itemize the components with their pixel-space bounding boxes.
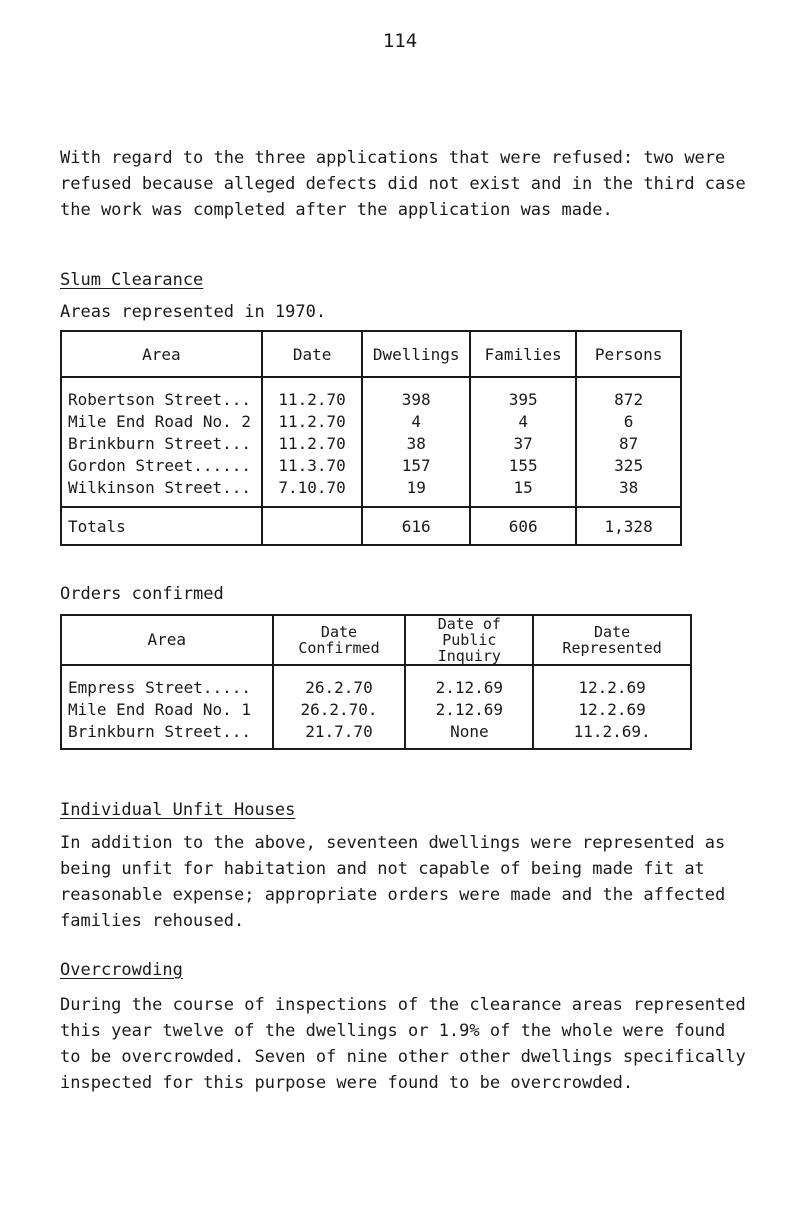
persons-cell: 6: [576, 410, 681, 432]
date-cell: 11.2.70: [262, 377, 362, 410]
col-persons: Persons: [576, 331, 681, 377]
table-row: [61, 665, 691, 698]
persons-cell: 325: [576, 454, 681, 476]
dwellings-cell: 38: [362, 432, 470, 454]
totals-date-cell: [262, 507, 362, 545]
col-date-inquiry: Date of Public Inquiry: [405, 615, 533, 665]
dwellings-cell: 398: [362, 377, 470, 410]
area-cell: Robertson Street...: [61, 377, 262, 410]
unfit-houses-paragraph: In addition to the above, seventeen dwellings were represented as being unfit for habitation and not capable of being made fit at reasonable expense; appropriate orders were made and the affected families rehoused.: [60, 833, 726, 931]
area-cell: Brinkburn Street...: [61, 432, 262, 454]
table-row: [61, 410, 681, 432]
represented-cell: 12.2.69: [533, 665, 691, 698]
area-cell: Empress Street.....: [61, 665, 273, 698]
families-cell: 155: [470, 454, 576, 476]
table-row: [61, 432, 681, 454]
inquiry-cell: 2.12.69: [405, 698, 533, 720]
confirmed-cell: 21.7.70: [273, 720, 406, 749]
intro-paragraph: With regard to the three applications that were refused: two were refused because alleged defects did not exist and in the third case the work was completed after the application was made.: [60, 148, 746, 220]
represented-cell: 11.2.69.: [533, 720, 691, 749]
inquiry-cell: 2.12.69: [405, 665, 533, 698]
confirmed-cell: 26.2.70.: [273, 698, 406, 720]
area-cell: Gordon Street......: [61, 454, 262, 476]
date-cell: 11.2.70: [262, 432, 362, 454]
col-date: Date: [262, 331, 362, 377]
page-number: 114: [382, 30, 418, 52]
date-cell: 7.10.70: [262, 476, 362, 507]
totals-dwellings: 616: [362, 507, 470, 545]
date-cell: 11.2.70: [262, 410, 362, 432]
table-row: [61, 476, 681, 507]
table-row: [61, 377, 681, 410]
table-row: [61, 454, 681, 476]
area-cell: Mile End Road No. 2: [61, 410, 262, 432]
area-cell: Mile End Road No. 1: [61, 698, 273, 720]
totals-families: 606: [470, 507, 576, 545]
area-cell: Brinkburn Street...: [61, 720, 273, 749]
represented-cell: 12.2.69: [533, 698, 691, 720]
area-cell: Wilkinson Street...: [61, 476, 262, 507]
confirmed-cell: 26.2.70: [273, 665, 406, 698]
date-cell: 11.3.70: [262, 454, 362, 476]
persons-cell: 38: [576, 476, 681, 507]
inquiry-cell: None: [405, 720, 533, 749]
families-cell: 4: [470, 410, 576, 432]
overcrowding-heading: Overcrowding: [60, 960, 183, 980]
totals-label: Totals: [61, 507, 262, 545]
table-row: [61, 698, 691, 720]
col-families: Families: [470, 331, 576, 377]
persons-cell: 872: [576, 377, 681, 410]
orders-confirmed-table: [60, 614, 692, 750]
orders-confirmed-heading: Orders confirmed: [60, 584, 224, 604]
areas-represented-table: [60, 330, 682, 546]
families-cell: 37: [470, 432, 576, 454]
totals-persons: 1,328: [576, 507, 681, 545]
families-cell: 15: [470, 476, 576, 507]
col-area: Area: [61, 615, 273, 665]
dwellings-cell: 4: [362, 410, 470, 432]
col-date-represented: Date Represented: [533, 615, 691, 665]
families-cell: 395: [470, 377, 576, 410]
dwellings-cell: 157: [362, 454, 470, 476]
persons-cell: 87: [576, 432, 681, 454]
overcrowding-paragraph: During the course of inspections of the clearance areas represented this year twelve of the dwellings or 1.9% of the whole were found to be overcrowded. Seven of nine other other dwellings specifically inspected for this purpose were found to be overcrowded.: [60, 995, 746, 1093]
table-row: [61, 720, 691, 749]
unfit-houses-heading: Individual Unfit Houses: [60, 800, 296, 820]
areas-represented-subheading: Areas represented in 1970.: [60, 302, 327, 322]
col-area: Area: [61, 331, 262, 377]
slum-clearance-heading: Slum Clearance: [60, 270, 204, 290]
totals-row: [61, 507, 681, 545]
dwellings-cell: 19: [362, 476, 470, 507]
col-dwellings: Dwellings: [362, 331, 470, 377]
col-date-confirmed: Date Confirmed: [273, 615, 406, 665]
